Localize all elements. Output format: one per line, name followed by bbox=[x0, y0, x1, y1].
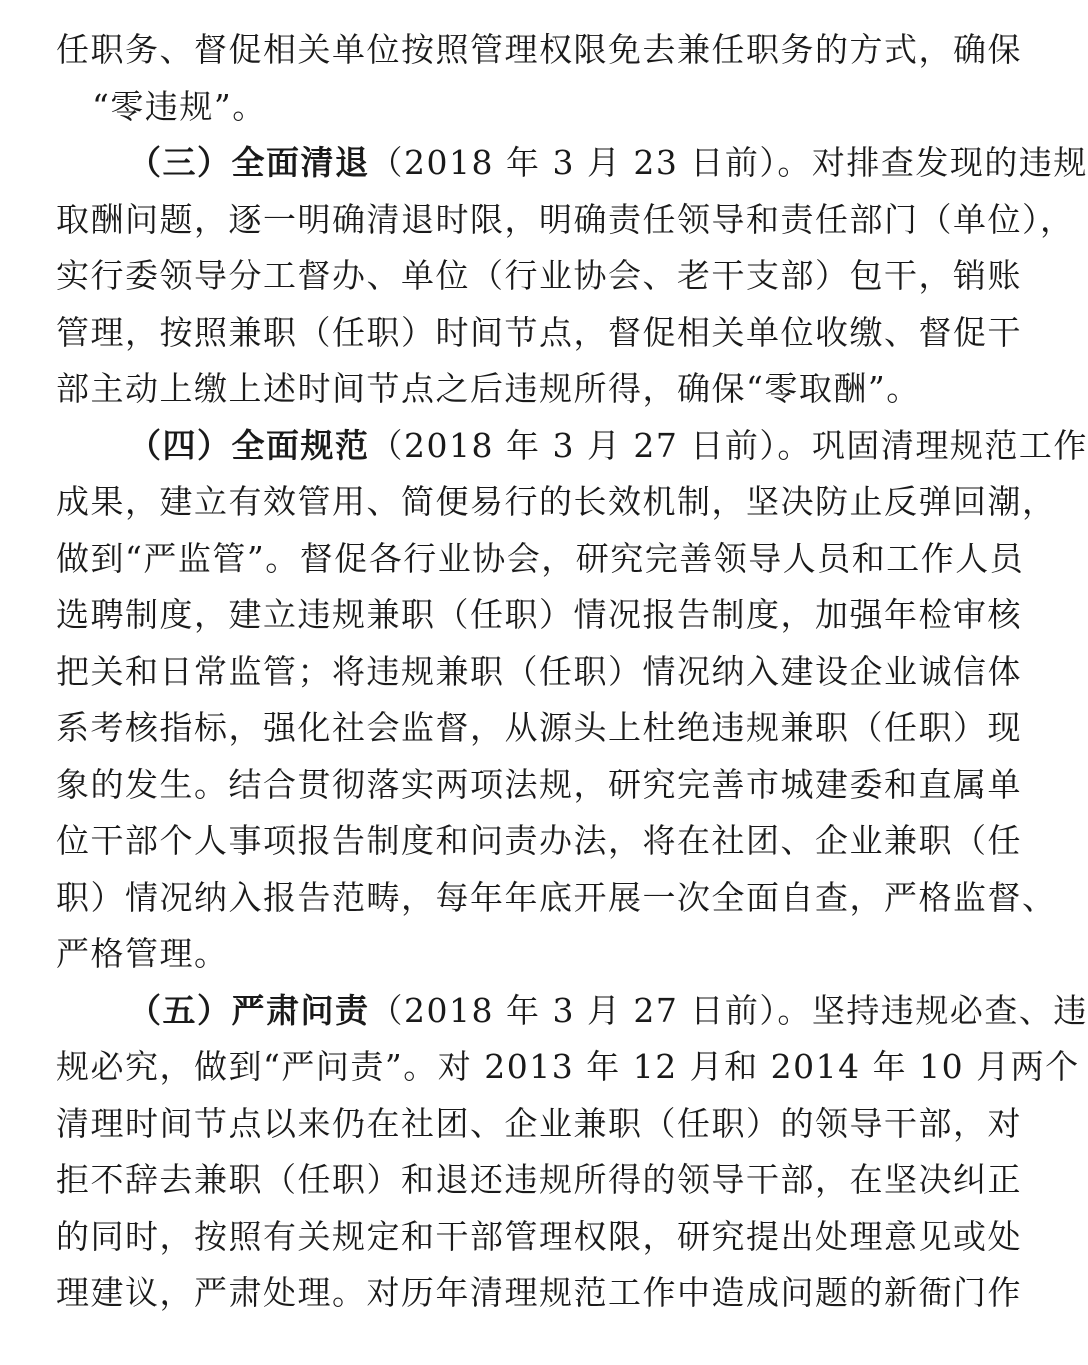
text-line bbox=[56, 700, 1022, 757]
line-text: （2018 年 3 月 23 日前）。对排查发现的违规 bbox=[369, 143, 1088, 182]
line-text: 选聘制度，建立违规兼职（任职）情况报告制度，加强年检审核 bbox=[56, 595, 1022, 634]
line-text: 象的发生。结合贯彻落实两项法规，研究完善市城建委和直属单 bbox=[56, 764, 1022, 804]
text-line bbox=[56, 305, 1022, 362]
line-text: 取酬问题，逐一明确清退时限，明确责任领导和责任部门（单位）， bbox=[56, 199, 1075, 239]
line-text: 理建议，严肃处理。对历年清理规范工作中造成问题的新衙门作 bbox=[56, 1273, 1022, 1312]
text-line bbox=[56, 474, 1057, 531]
line-text: 的同时，按照有关规定和干部管理权限，研究提出处理意见或处 bbox=[56, 1216, 1022, 1256]
line-text: 管理，按照兼职（任职）时间节点，督促相关单位收缴、督促干 bbox=[56, 312, 1022, 352]
text-line bbox=[56, 983, 1088, 1040]
line-text: 实行委领导分工督办、单位（行业协会、老干支部）包干，销账 bbox=[56, 256, 1022, 295]
line-text: （2018 年 3 月 27 日前）。坚持违规必查、违 bbox=[369, 990, 1088, 1030]
text-line bbox=[56, 79, 960, 136]
line-text: 做到“严监管”。督促各行业协会，研究完善领导人员和工作人员 bbox=[56, 538, 1025, 578]
line-text: 把关和日常监管；将违规兼职（任职）情况纳入建设企业诚信体 bbox=[56, 651, 1022, 691]
text-line bbox=[56, 418, 1088, 475]
line-text: 职）情况纳入报告范畴，每年年底开展一次全面自查，严格监督、 bbox=[56, 877, 1057, 917]
line-text: 规必究，做到“严问责”。对 2013 年 12 月和 2014 年 10 月两个 bbox=[56, 1047, 1080, 1086]
line-text: 位干部个人事项报告制度和问责办法，将在社团、企业兼职（任 bbox=[56, 821, 1022, 860]
text-line bbox=[56, 757, 1022, 814]
text-line bbox=[56, 248, 1022, 305]
text-line bbox=[56, 531, 1025, 588]
line-text: 系考核指标，强化社会监督，从源头上杜绝违规兼职（任职）现 bbox=[56, 708, 1022, 747]
line-text: 部主动上缴上述时间节点之后违规所得，确保“零取酬”。 bbox=[56, 369, 921, 408]
text-line bbox=[56, 813, 1022, 870]
section-heading: （五）严肃问责 bbox=[128, 990, 370, 1030]
text-line bbox=[56, 361, 960, 418]
text-line bbox=[56, 870, 1057, 927]
text-line bbox=[56, 1039, 1080, 1096]
text-line bbox=[56, 1265, 1022, 1322]
section-heading: （三）全面清退 bbox=[128, 143, 370, 182]
line-text: “零违规”。 bbox=[92, 86, 267, 126]
text-line bbox=[56, 1096, 1022, 1153]
text-line bbox=[56, 926, 960, 983]
document-body bbox=[56, 22, 1088, 1322]
text-line bbox=[56, 22, 1022, 79]
section-heading: （四）全面规范 bbox=[128, 425, 370, 465]
text-line bbox=[56, 1209, 1022, 1266]
text-line bbox=[56, 192, 1075, 249]
line-text: 拒不辞去兼职（任职）和退还违规所得的领导干部，在坚决纠正 bbox=[56, 1160, 1022, 1199]
text-line bbox=[56, 587, 1022, 644]
line-text: （2018 年 3 月 27 日前）。巩固清理规范工作 bbox=[369, 425, 1088, 465]
line-text: 任职务、督促相关单位按照管理权限免去兼任职务的方式，确保 bbox=[56, 30, 1022, 69]
text-line bbox=[56, 644, 1022, 701]
line-text: 成果，建立有效管用、简便易行的长效机制，坚决防止反弹回潮， bbox=[56, 482, 1057, 521]
line-text: 严格管理。 bbox=[56, 934, 229, 973]
text-line bbox=[56, 1152, 1022, 1209]
text-line bbox=[56, 135, 1088, 192]
line-text: 清理时间节点以来仍在社团、企业兼职（任职）的领导干部，对 bbox=[56, 1103, 1022, 1143]
